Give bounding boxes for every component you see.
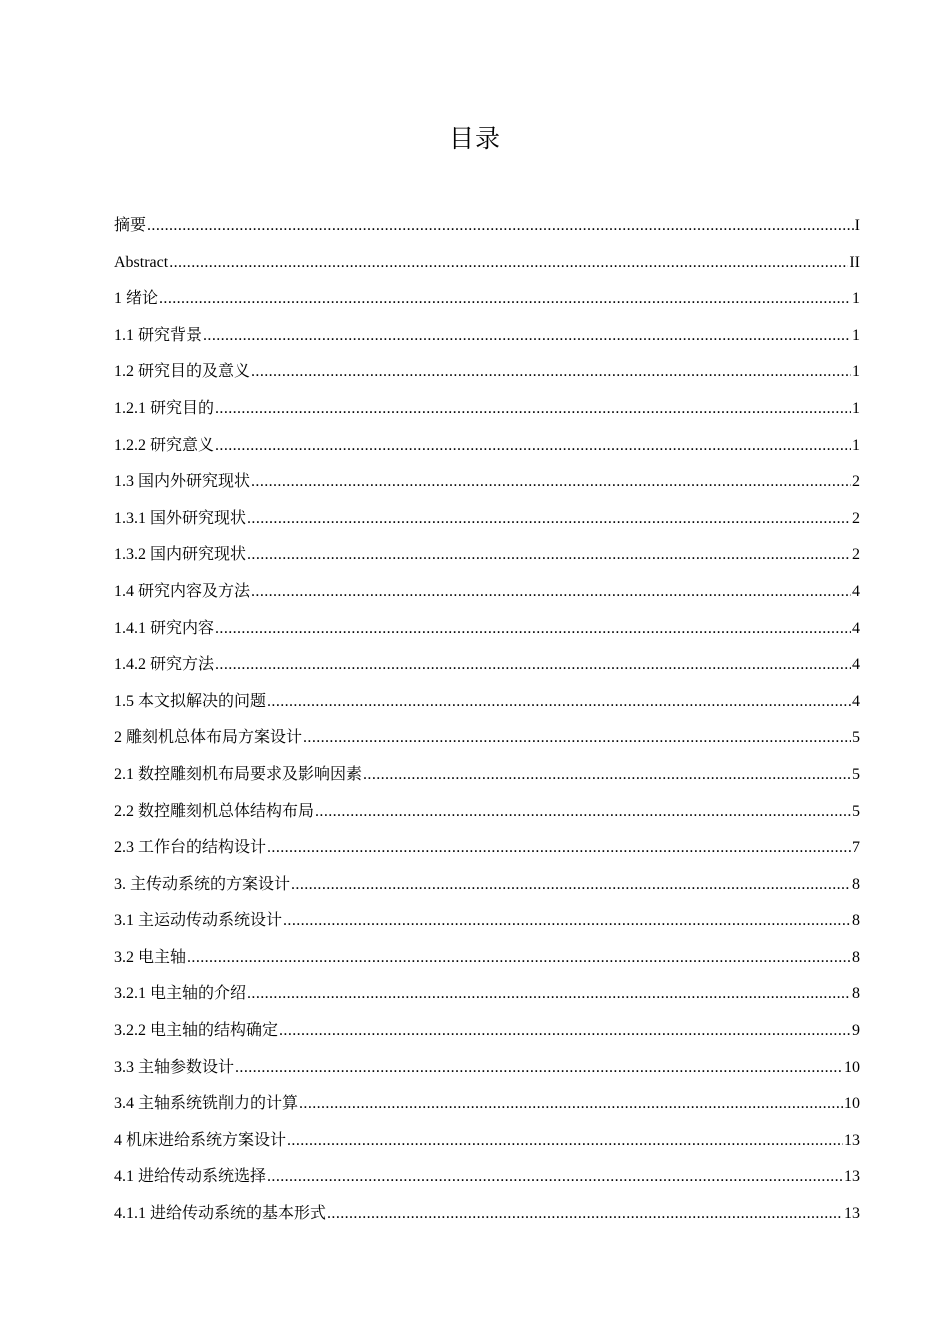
toc-entry[interactable] — [114, 647, 860, 684]
toc-entry-page-number: 2 — [852, 473, 860, 491]
toc-entry-label: 3. 主传动系统的方案设计 — [114, 875, 291, 893]
toc-dot-leader — [247, 976, 851, 1013]
toc-entry[interactable] — [114, 245, 860, 282]
toc-dot-leader — [315, 794, 851, 831]
toc-entry-label: 1.2.2 研究意义 — [114, 436, 215, 454]
toc-entry-label: 4 机床进给系统方案设计 — [114, 1131, 287, 1149]
toc-entry-label: 1.3 国内外研究现状 — [114, 473, 251, 491]
toc-dot-leader — [287, 1123, 843, 1160]
toc-dot-leader — [247, 501, 851, 538]
toc-entry-label: 1.5 本文拟解决的问题 — [114, 692, 267, 710]
toc-entry-page-number: 13 — [844, 1168, 860, 1186]
toc-dot-leader — [251, 464, 851, 501]
toc-dot-leader — [251, 354, 851, 391]
toc-entry-label: 2.3 工作台的结构设计 — [114, 839, 267, 857]
toc-dot-leader — [267, 1159, 843, 1196]
toc-entry-page-number: 8 — [852, 912, 860, 930]
toc-dot-leader — [215, 611, 851, 648]
toc-entry[interactable] — [114, 537, 860, 574]
toc-dot-leader — [279, 1013, 851, 1050]
toc-entry-page-number: I — [854, 217, 860, 234]
toc-dot-leader — [247, 537, 851, 574]
toc-entry-page-number: 1 — [852, 326, 860, 344]
toc-dot-leader — [187, 940, 851, 977]
toc-entry-page-number: 5 — [852, 802, 860, 820]
toc-entry-label: 3.2.1 电主轴的介绍 — [114, 985, 247, 1003]
toc-entry[interactable] — [114, 1123, 860, 1160]
page-title: 目录 — [448, 124, 501, 153]
toc-entry-label: 1.1 研究背景 — [114, 326, 203, 344]
toc-entry[interactable] — [114, 281, 860, 318]
toc-entry-page-number: 8 — [852, 875, 860, 893]
toc-entry-page-number: 2 — [852, 546, 860, 564]
toc-entry-page-number: 7 — [852, 839, 860, 857]
toc-entry-page-number: 8 — [852, 985, 860, 1003]
toc-entry-page-number: 5 — [852, 765, 860, 783]
toc-entry[interactable] — [114, 757, 860, 794]
toc-dot-leader — [267, 830, 851, 867]
toc-entry-label: 3.2 电主轴 — [114, 948, 187, 966]
toc-entry-label: 3.1 主运动传动系统设计 — [114, 912, 283, 930]
toc-entry-label: 摘要 — [114, 217, 147, 234]
toc-entry-page-number: 1 — [852, 436, 860, 454]
toc-dot-leader — [169, 245, 848, 282]
toc-entry-label: 1.3.2 国内研究现状 — [114, 546, 247, 564]
toc-dot-leader — [215, 391, 851, 428]
toc-entry-page-number: 8 — [852, 948, 860, 966]
toc-entry-label: 1.4.2 研究方法 — [114, 656, 215, 674]
toc-entry-label: 2.2 数控雕刻机总体结构布局 — [114, 802, 315, 820]
toc-entry-label: 1 绪论 — [114, 290, 159, 308]
toc-entry-label: 4.1.1 进给传动系统的基本形式 — [114, 1205, 327, 1223]
toc-dot-leader — [215, 647, 851, 684]
toc-dot-leader — [215, 428, 851, 465]
toc-entry[interactable] — [114, 867, 860, 904]
toc-entry-page-number: 4 — [852, 619, 860, 637]
toc-dot-leader — [159, 281, 851, 318]
toc-entry-label: 3.4 主轴系统铣削力的计算 — [114, 1095, 299, 1113]
toc-entry-page-number: 4 — [852, 692, 860, 710]
toc-entry[interactable] — [114, 1086, 860, 1123]
toc-entry-page-number: 2 — [852, 509, 860, 527]
toc-entry-label: 1.3.1 国外研究现状 — [114, 509, 247, 527]
toc-entry[interactable] — [114, 720, 860, 757]
toc-entry[interactable] — [114, 464, 860, 501]
toc-dot-leader — [235, 1050, 843, 1087]
toc-entry[interactable] — [114, 1159, 860, 1196]
toc-dot-leader — [363, 757, 851, 794]
toc-entry-page-number: 4 — [852, 656, 860, 674]
toc-entry[interactable] — [114, 574, 860, 611]
table-of-contents — [114, 208, 860, 1233]
toc-entry-label: 1.4.1 研究内容 — [114, 619, 215, 637]
toc-dot-leader — [299, 1086, 843, 1123]
toc-entry[interactable] — [114, 391, 860, 428]
toc-entry-page-number: 1 — [852, 363, 860, 381]
toc-entry[interactable] — [114, 354, 860, 391]
toc-entry-label: 3.3 主轴参数设计 — [114, 1058, 235, 1076]
toc-dot-leader — [291, 867, 851, 904]
toc-entry[interactable] — [114, 501, 860, 538]
toc-entry-page-number: 9 — [852, 1022, 860, 1040]
toc-dot-leader — [267, 684, 851, 721]
toc-entry[interactable] — [114, 1013, 860, 1050]
toc-dot-leader — [251, 574, 851, 611]
toc-dot-leader — [283, 903, 851, 940]
toc-entry-page-number: 13 — [844, 1131, 860, 1149]
toc-entry[interactable] — [114, 794, 860, 831]
toc-entry[interactable] — [114, 208, 860, 245]
toc-entry-label: 1.2 研究目的及意义 — [114, 363, 251, 381]
toc-entry-page-number: 13 — [844, 1205, 860, 1223]
toc-entry-page-number: II — [849, 253, 860, 271]
toc-dot-leader — [147, 208, 854, 245]
toc-entry[interactable] — [114, 1196, 860, 1233]
toc-entry[interactable] — [114, 976, 860, 1013]
toc-entry-page-number: 10 — [844, 1095, 860, 1113]
toc-entry-label: 4.1 进给传动系统选择 — [114, 1168, 267, 1186]
toc-entry-label: Abstract — [114, 253, 169, 271]
toc-dot-leader — [303, 720, 851, 757]
toc-entry-label: 1.2.1 研究目的 — [114, 399, 215, 417]
toc-entry[interactable] — [114, 684, 860, 721]
toc-entry-page-number: 4 — [852, 582, 860, 600]
toc-entry[interactable] — [114, 1050, 860, 1087]
toc-entry[interactable] — [114, 940, 860, 977]
toc-dot-leader — [327, 1196, 843, 1233]
toc-entry-label: 2 雕刻机总体布局方案设计 — [114, 729, 303, 747]
toc-entry-label: 2.1 数控雕刻机布局要求及影响因素 — [114, 765, 363, 783]
toc-entry-page-number: 1 — [852, 290, 860, 308]
toc-entry[interactable] — [114, 830, 860, 867]
toc-entry-label: 1.4 研究内容及方法 — [114, 582, 251, 600]
toc-entry-page-number: 10 — [844, 1058, 860, 1076]
toc-entry[interactable] — [114, 318, 860, 355]
toc-dot-leader — [203, 318, 851, 355]
toc-entry-page-number: 1 — [852, 399, 860, 417]
toc-entry-label: 3.2.2 电主轴的结构确定 — [114, 1022, 279, 1040]
toc-entry[interactable] — [114, 428, 860, 465]
toc-entry-page-number: 5 — [852, 729, 860, 747]
toc-entry[interactable] — [114, 611, 860, 648]
toc-entry[interactable] — [114, 903, 860, 940]
